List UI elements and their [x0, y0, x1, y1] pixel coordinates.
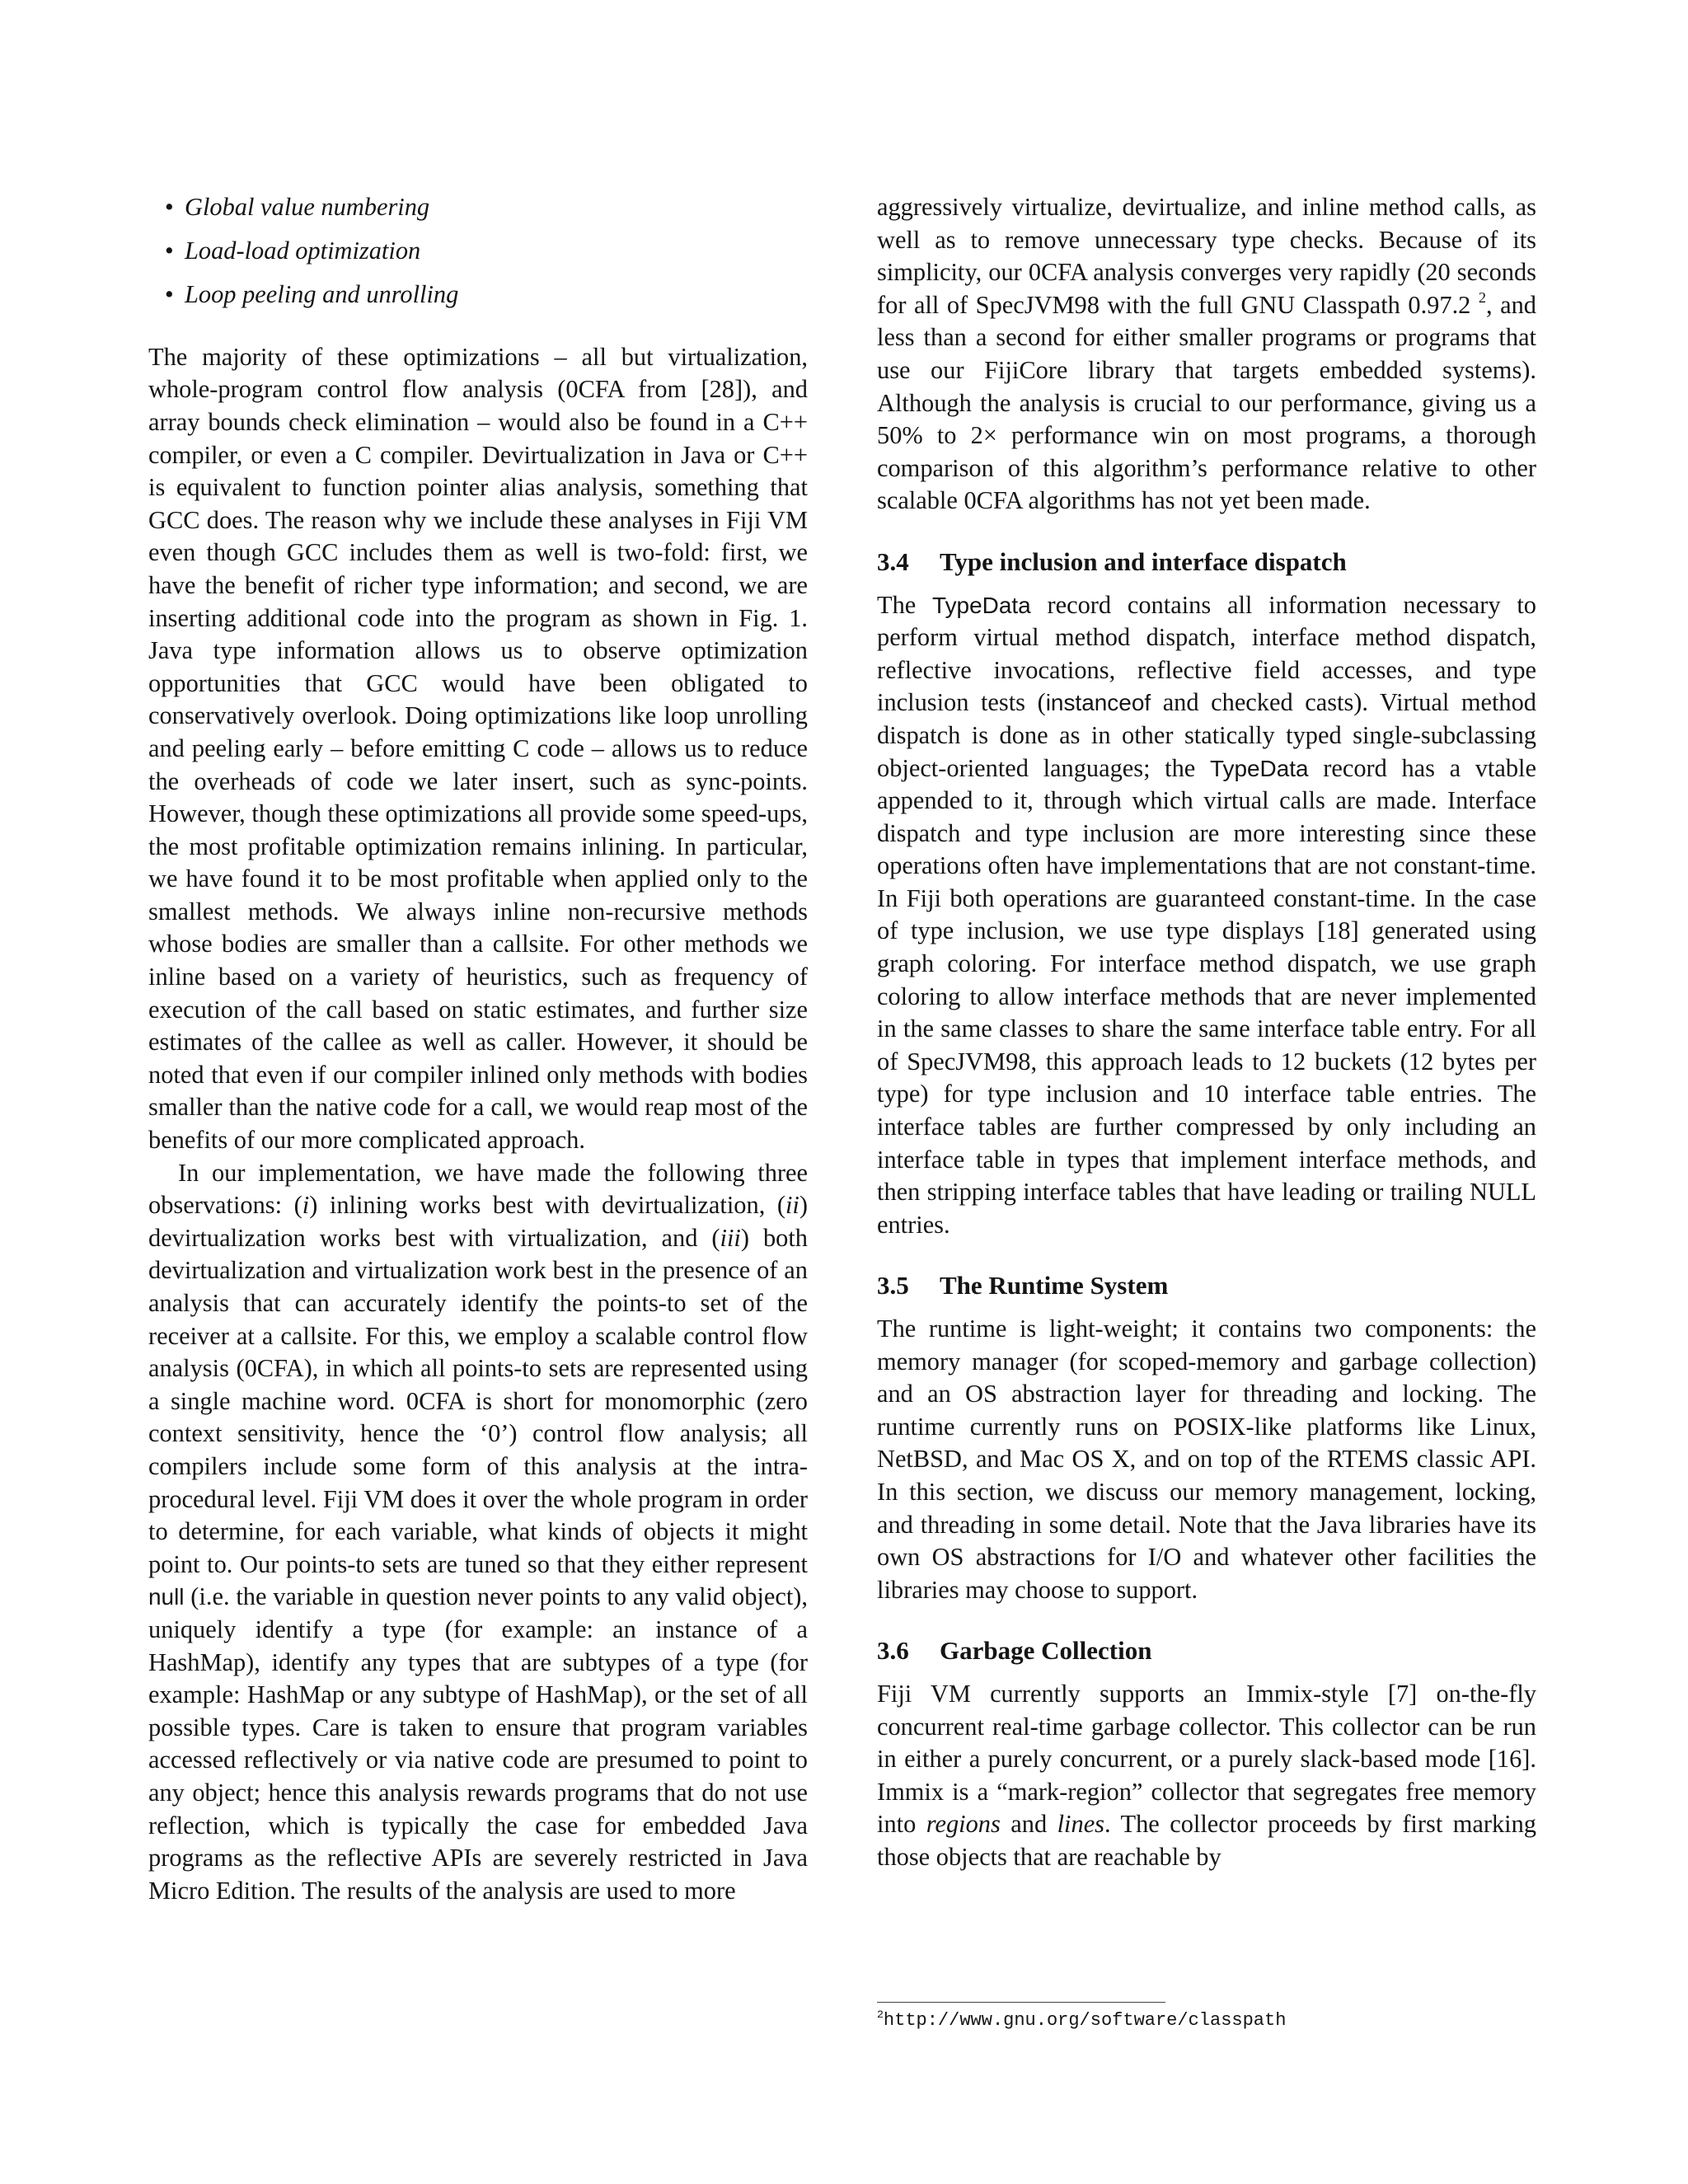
paragraph-type-inclusion: The TypeData record contains all information necessary to perform virtual method dispatch, interface method dispatch, reflective invocations, reflective field accesses, and type inclusion tests (instanceof and checked casts). Virtual method dispatch is done as in other statically typed single-subclassing object-oriented languages; the TypeData record has a vtable appended to it, through which virtual calls are made. Interface dispatch and type inclusion are more interesting since these operations often have implementations that are not constant-time. In Fiji both operations are guaranteed constant-time. In the case of type inclusion, we use type displays [18] generated using graph coloring. For interface method dispatch, we use graph coloring to allow interface methods that are never implemented in the same classes to share the same interface table entry. For all of SpecJVM98, this approach leads to 12 buckets (12 bytes per type) for type inclusion and 10 interface table entries. The interface tables are further compressed by only including an interface table in types that implement interface methods, and then stripping interface tables that have leading or trailing NULL entries.: [877, 590, 1536, 1239]
footnote-marker: 2: [1478, 289, 1486, 307]
paragraph-continuation: aggressively virtualize, devirtualize, and inline method calls, as well as to remove unnecessary type checks. Because of its simplicity, our 0CFA analysis converges very rapidly (20 seconds for all of SpecJVM98 with the full GNU Classpath 0.97.2 $^2$, and less than a second for either smaller programs or programs that use our FijiCore library that targets embedded systems). Although the analysis is crucial to our performance, giving us a 50% to 2× performance win on most programs, a thorough comparison of this algorithm’s performance relative to other scalable 0CFA algorithms has not yet been made.: [877, 193, 1536, 515]
left-column: [148, 191, 808, 1907]
footnote: [877, 2008, 1536, 2033]
section-heading-3-5: 3.5 The Runtime System: [877, 1271, 1169, 1301]
list-item: • Loop peeling and unrolling: [148, 279, 808, 312]
paragraph-optimizations: The majority of these optimizations – all but virtualization, whole-program control flow analysis (0CFA from [28]), and array bounds check elimination – would also be found in a C++ compiler, or even a C compiler. Devirtualization in Java or C++ is equivalent to function pointer alias analysis, something that GCC does. The reason why we include these analyses in Fiji VM even though GCC includes them as well is two-fold: first, we have the benefit of richer type information; and second, we are inserting additional code into the program as shown in Fig. 1. Java type information allows us to observe optimization opportunities that GCC would have been obligated to conservatively overlook. Doing optimizations like loop unrolling and peeling early – before emitting C code – allows us to reduce the overheads of code we later insert, such as sync-points. However, though these optimizations all provide some speed-ups, the most profitable optimization remains inlining. In particular, we have found it to be most profitable when applied only to the smallest methods. We always inline non-recursive methods whose bodies are smaller than a callsite. For other methods we inline based on a variety of heuristics, such as frequency of execution of the call based on static estimates, and further size estimates of the callee as well as caller. However, it should be noted that even if our compiler inlined only methods with bodies smaller than the native code for a call, we would reap most of the benefits of our more complicated approach.: [148, 342, 808, 1155]
footnote-number: 2: [877, 2008, 884, 2021]
footnote-divider: [877, 2002, 1165, 2003]
paragraph-implementation: In our implementation, we have made the following three observations: (i) inlining works best with devirtualization, (ii) devirtualization works best with virtualization, and (iii) both devirtualization and virtualization work best in the presence of an analysis that can accurately identify the points-to set of the receiver at a callsite. For this, we employ a scalable control flow analysis (0CFA), in which all points-to sets are represented using a single machine word. 0CFA is short for monomorphic (zero context sensitivity, hence the ‘0’) control flow analysis; all compilers include some form of this analysis at the intra-procedural level. Fiji VM does it over the whole program in order to determine, for each variable, what kinds of objects it might point to. Our points-to sets are tuned so that they either represent null (i.e. the variable in question never points to any valid object), uniquely identify a type (for example: an instance of a HashMap), identify any types that are subtypes of a type (for example: HashMap or any subtype of HashMap), or the set of all possible types. Care is taken to ensure that program variables accessed reflectively or via native code are presumed to point to any object; hence this analysis rewards programs that do not use reflection, which is typically the case for embedded Java programs as the reflective APIs are severely restricted in Java Micro Edition. The results of the analysis are used to more: [148, 1158, 808, 1905]
right-column: [877, 191, 1536, 1874]
bullet-icon: •: [165, 193, 174, 221]
section-heading-3-4: 3.4 Type inclusion and interface dispatch: [877, 546, 1347, 576]
list-item: • Global value numbering: [148, 191, 808, 224]
footnote-link[interactable]: http://www.gnu.org/software/classpath: [883, 2010, 1287, 2031]
section-heading-3-6: 3.6 Garbage Collection: [877, 1636, 1152, 1666]
bullet-icon: •: [165, 280, 174, 309]
paragraph-garbage-collection: Fiji VM currently supports an Immix-style [7] on-the-fly concurrent real-time garbage collector. This collector can be run in either a purely concurrent, or a purely slack-based mode [16]. Immix is a “mark-region” collector that segregates free memory into regions and lines. The collector proceeds by first marking those objects that are reachable by: [877, 1679, 1537, 1871]
list-item: • Load-load optimization: [148, 235, 808, 268]
optimization-list: [148, 191, 808, 312]
paragraph-runtime-system: The runtime is light-weight; it contains two components: the memory manager (for scoped-memory and garbage collection) and an OS abstraction layer for threading and locking. The runtime currently runs on POSIX-like platforms like Linux, NetBSD, and Mac OS X, and on top of the RTEMS classic API. In this section, we discuss our memory management, locking, and threading in some detail. Note that the Java libraries have its own OS abstractions for I/O and whatever other facilities the libraries may choose to support.: [877, 1315, 1536, 1604]
bullet-icon: •: [165, 237, 174, 265]
